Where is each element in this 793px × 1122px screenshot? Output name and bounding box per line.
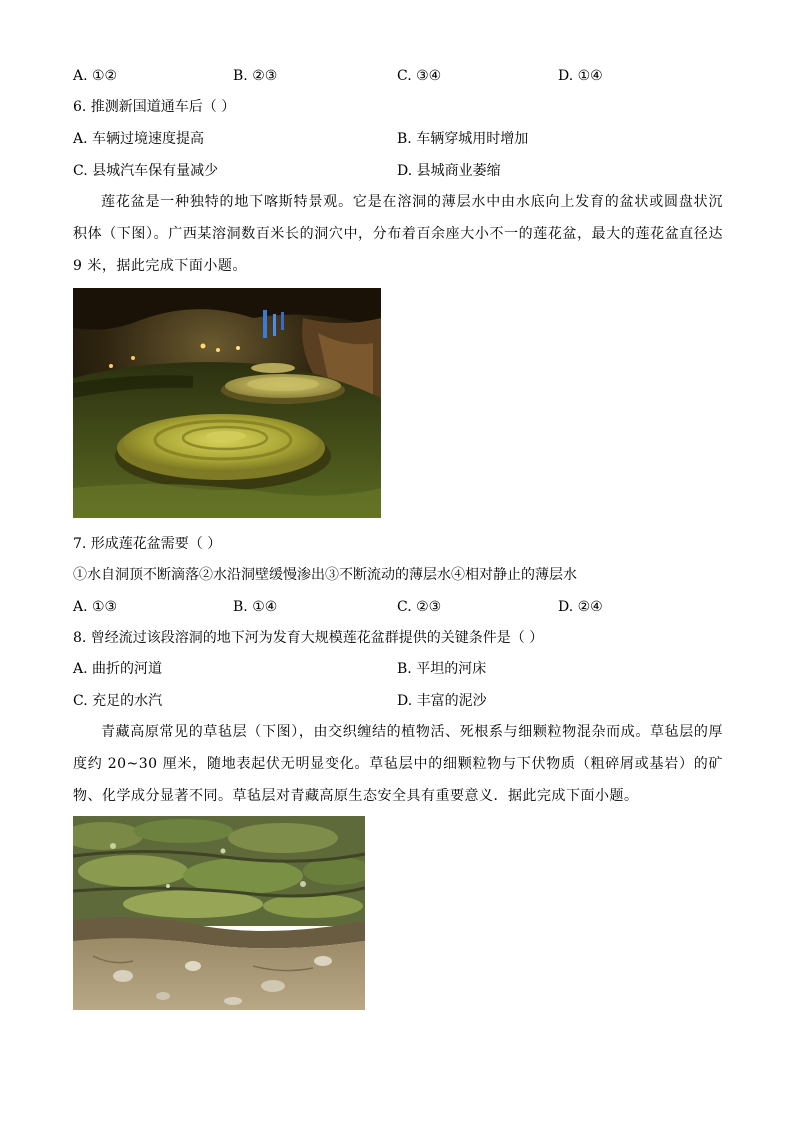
passage-lotus-basin: 莲花盆是一种独特的地下喀斯特景观。它是在溶洞的薄层水中由水底向上发育的盆状或圆盘状沉积体（下图）。广西某溶洞数百米长的洞穴中，分布着百余座大小不一的莲花盆，最大的莲花盆直径达 9 米，据此完成下面小题。	[73, 194, 723, 274]
q8-option-a: A. 曲折的河道	[73, 661, 163, 677]
lotus-basin-cave-photo	[73, 288, 381, 518]
q7-conditions: ①水自洞顶不断滴落②水沿洞壁缓慢渗出③不断流动的薄层水④相对静止的薄层水	[73, 567, 577, 583]
q5-option-a: A. ①②	[73, 68, 118, 84]
q8-option-d: D. 丰富的泥沙	[397, 693, 487, 709]
q5-option-b: B. ②③	[233, 68, 278, 84]
q6-option-a: A. 车辆过境速度提高	[73, 131, 205, 147]
turf-layer-photo	[73, 816, 365, 1010]
q8-option-b: B. 平坦的河床	[397, 661, 487, 677]
q6-option-b: B. 车辆穿城用时增加	[397, 131, 529, 147]
q7-option-d: D. ②④	[558, 599, 603, 615]
q7-option-b: B. ①④	[233, 599, 278, 615]
q8-stem: 8. 曾经流过该段溶洞的地下河为发育大规模莲花盆群提供的关键条件是（ ）	[73, 630, 544, 646]
q6-option-d: D. 县城商业萎缩	[397, 163, 501, 179]
passage-turf-layer: 青藏高原常见的草毡层（下图），由交织缠结的植物活、死根系与细颗粒物混杂而成。草毡层的厚度约 20~30 厘米，随地表起伏无明显变化。草毡层中的细颗粒物与下伏物质（粗碎屑或基岩）的矿物、化学成分显著不同。草毡层对青藏高原生态安全具有重要意义．据此完成下面小题。	[73, 724, 723, 804]
q5-option-d: D. ①④	[558, 68, 603, 84]
q7-stem: 7. 形成莲花盆需要（ ）	[73, 536, 222, 552]
q8-option-c: C. 充足的水汽	[73, 693, 163, 709]
q7-option-a: A. ①③	[73, 599, 118, 615]
q5-option-c: C. ③④	[397, 68, 442, 84]
q6-option-c: C. 县城汽车保有量减少	[73, 163, 219, 179]
q7-option-c: C. ②③	[397, 599, 442, 615]
q6-stem: 6. 推测新国道通车后（ ）	[73, 99, 236, 115]
